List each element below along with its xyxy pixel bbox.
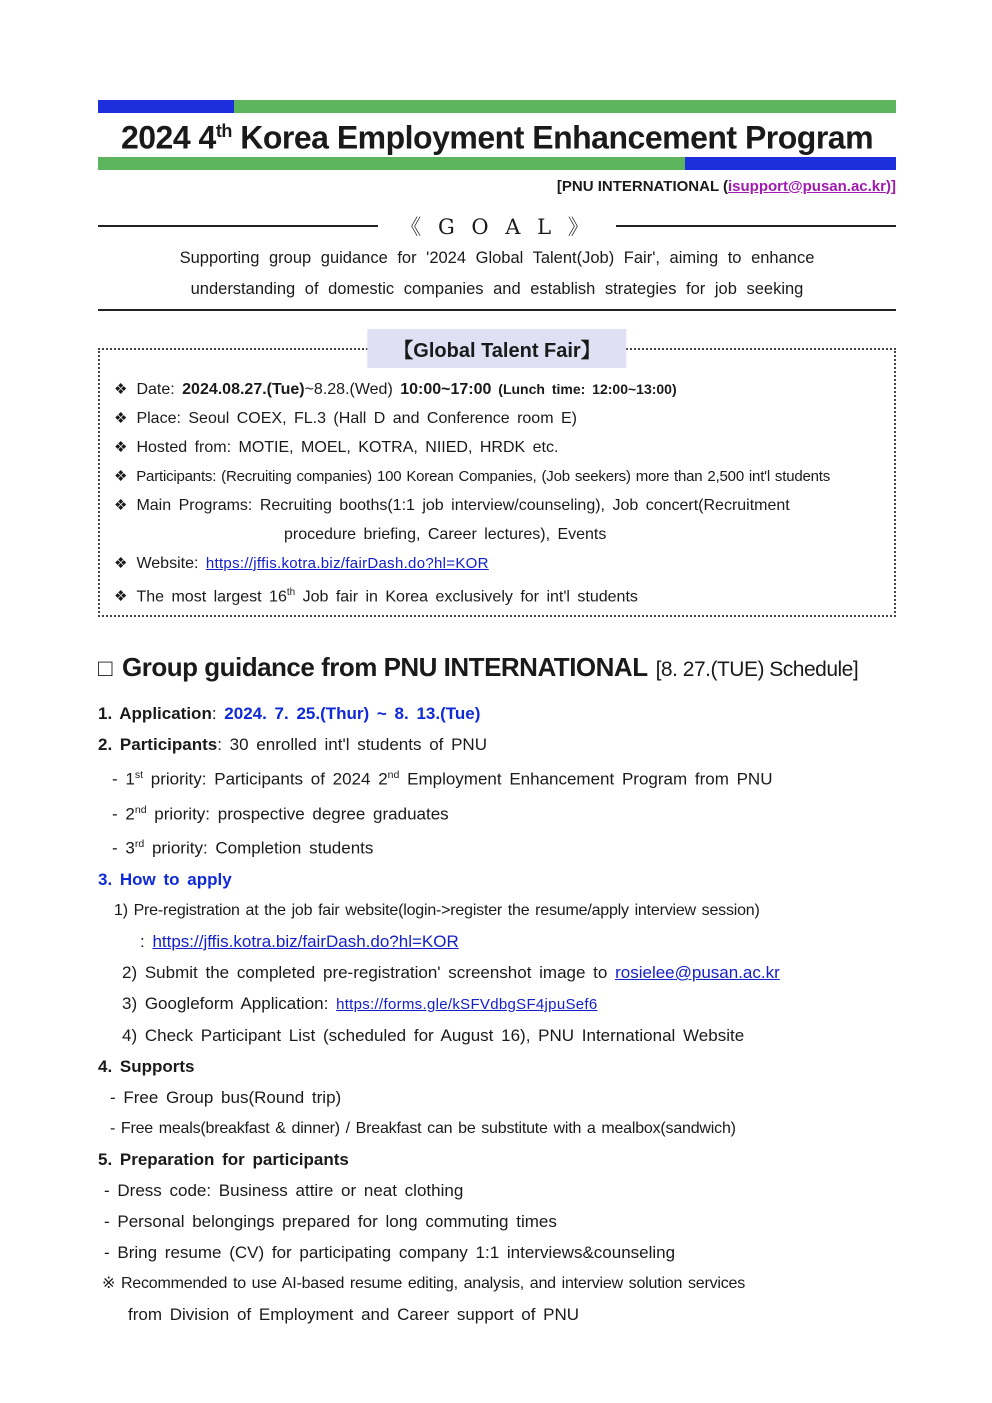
org-prefix: [PNU INTERNATIONAL (: [556, 177, 728, 195]
header-bar-bottom-blue: [685, 157, 896, 170]
header-bar-top: [98, 100, 896, 113]
fair-programs-line2: [114, 520, 882, 549]
fair-place-text: Place: Seoul COEX, FL.3 (Hall D and Conference room E): [136, 409, 577, 427]
priority-2-pre: - 2: [112, 804, 135, 824]
checkbox-icon: □: [98, 654, 112, 682]
fair-lunch-time: (Lunch time: 12:00~13:00): [491, 380, 677, 397]
apply-step-1-text: 1) Pre-registration at the job fair website(login->register the resume/apply interview session): [114, 901, 760, 919]
participants-item: [98, 729, 896, 760]
priority-3-mid: priority: Completion students: [144, 838, 374, 858]
org-line: [98, 175, 896, 199]
fair-website-line: [114, 549, 882, 578]
prep-dress-text: - Dress code: Business attire or neat clothing: [104, 1180, 464, 1200]
goal-rule-left: [98, 225, 378, 227]
priority-item: [98, 795, 896, 830]
fair-last-pre: The most largest 16: [136, 587, 287, 605]
apply-step-1-colon: :: [140, 931, 153, 951]
diamond-bullet-icon: ❖: [114, 409, 128, 427]
preparation-subitem: [98, 1206, 896, 1237]
email-link-isupport[interactable]: isupport@pusan.ac.kr: [728, 177, 886, 195]
fair-last-line: [114, 578, 882, 611]
fair-participants-text: Participants: (Recruiting companies) 100 Korean Companies, (Job seekers) more than 2,500 int'l students: [136, 467, 831, 485]
goal-text-line1: Supporting group guidance for '2024 Global Talent(Job) Fair', aiming to enhance: [179, 248, 815, 267]
diamond-bullet-icon: ❖: [114, 380, 128, 398]
fair-date-value1: 2024.08.27.(Tue): [182, 380, 305, 398]
fair-programs-line1: [114, 491, 882, 520]
header-bar-top-green: [234, 100, 896, 113]
fair-place-line: [114, 404, 882, 433]
priority-item: [98, 829, 896, 864]
header-bar-bottom: [98, 157, 896, 170]
page-title-pre: 2024 4: [120, 119, 216, 156]
page-title-ordinal: th: [215, 121, 232, 141]
application-label: 1. Application: [98, 703, 212, 723]
fair-date-mid: ~8.28.(Wed): [304, 380, 401, 398]
diamond-bullet-icon: ❖: [114, 554, 128, 572]
jobfair-website-link[interactable]: https://jffis.kotra.biz/fairDash.do?hl=KOR: [205, 554, 489, 572]
apply-step-4: [98, 1020, 896, 1051]
priority-2-sup: nd: [134, 803, 147, 816]
header-bar-bottom-green: [98, 157, 685, 170]
note-line1: [98, 1268, 896, 1299]
note-line2-text: from Division of Employment and Career support of PNU: [128, 1304, 580, 1324]
prep-belongings-text: - Personal belongings prepared for long commuting times: [104, 1211, 557, 1231]
note-line2: [98, 1299, 896, 1330]
fair-box: [98, 339, 896, 617]
how-to-apply-item: [98, 864, 896, 895]
participants-value: : 30 enrolled int'l students of PNU: [217, 734, 487, 754]
fair-last-ordinal: th: [286, 586, 296, 598]
diamond-bullet-icon: ❖: [114, 587, 128, 605]
supports-label: 4. Supports: [98, 1056, 195, 1076]
apply-step-1-url-line: [98, 926, 896, 957]
goal-heading: 《 G O A L 》: [400, 214, 594, 239]
org-suffix: )]: [886, 177, 896, 195]
fair-website-label: Website:: [136, 554, 206, 572]
priority-1-pre: - 1: [112, 769, 135, 789]
priority-1-mid: priority: Participants of 2024 2: [143, 769, 388, 789]
priority-1-sup: st: [134, 768, 144, 781]
fair-programs-text2: procedure briefing, Career lectures), Events: [284, 525, 607, 543]
apply-step-2-text: 2) Submit the completed pre-registration' screenshot image to: [122, 962, 616, 982]
section-heading: [98, 647, 896, 690]
document-page: [98, 100, 896, 1330]
supports-bus-text: - Free Group bus(Round trip): [110, 1087, 342, 1107]
googleform-link[interactable]: https://forms.gle/kSFVdbgSF4jpuSef6: [336, 995, 598, 1013]
apply-step-3: [98, 988, 896, 1020]
diamond-bullet-icon: ❖: [114, 438, 128, 456]
page-title: [98, 113, 896, 157]
application-item: [98, 698, 896, 729]
goal-rule-right: [616, 225, 896, 227]
supports-subitem: [98, 1113, 896, 1144]
apply-step-1: [98, 895, 896, 926]
fair-participants-line: [114, 462, 882, 491]
apply-step-4-text: 4) Check Participant List (scheduled for August 16), PNU International Website: [122, 1025, 745, 1045]
section-heading-text: Group guidance from PNU INTERNATIONAL: [122, 651, 648, 682]
fair-date-line: [114, 375, 882, 404]
preregistration-link[interactable]: https://jffis.kotra.biz/fairDash.do?hl=KOR: [152, 931, 459, 951]
preparation-label: 5. Preparation for participants: [98, 1149, 349, 1169]
fair-box-title: 【Global Talent Fair】: [367, 329, 626, 368]
fair-programs-text1: Main Programs: Recruiting booths(1:1 job interview/counseling), Job concert(Recruitment: [136, 496, 790, 514]
apply-step-2: [98, 957, 896, 988]
header-bar-top-blue: [98, 100, 234, 113]
goal-text-line2: understanding of domestic companies and establish strategies for job seeking: [190, 279, 804, 298]
fair-hosted-text: Hosted from: MOTIE, MOEL, KOTRA, NIIED, HRDK etc.: [136, 438, 559, 456]
how-to-apply-label: 3. How to apply: [98, 869, 232, 889]
page-title-post: Korea Employment Enhancement Program: [231, 119, 874, 156]
fair-date-label: Date:: [136, 380, 183, 398]
preparation-subitem: [98, 1175, 896, 1206]
priority-1-post: Employment Enhancement Program from PNU: [399, 769, 773, 789]
diamond-bullet-icon: ❖: [114, 467, 128, 485]
fair-date-time: 10:00~17:00: [400, 380, 492, 398]
supports-meals-text: - Free meals(breakfast & dinner) / Breakfast can be substitute with a mealbox(sandwich): [110, 1119, 736, 1137]
supports-subitem: [98, 1082, 896, 1113]
prep-resume-text: - Bring resume (CV) for participating company 1:1 interviews&counseling: [104, 1242, 676, 1262]
email-link-rosielee[interactable]: rosielee@pusan.ac.kr: [615, 962, 780, 982]
priority-item: [98, 760, 896, 795]
section-heading-suffix: [8. 27.(TUE) Schedule]: [655, 657, 859, 681]
fair-last-post: Job fair in Korea exclusively for int'l students: [295, 587, 638, 605]
preparation-subitem: [98, 1237, 896, 1268]
priority-3-pre: - 3: [112, 838, 135, 858]
diamond-bullet-icon: ❖: [114, 496, 128, 514]
goal-divider: [98, 309, 896, 311]
priority-1-sup2: nd: [387, 768, 400, 781]
priority-3-sup: rd: [134, 838, 145, 851]
schedule-list: [98, 698, 896, 1330]
goal-heading-row: [98, 211, 896, 241]
note-line1-text: ※ Recommended to use AI-based resume editing, analysis, and interview solution services: [102, 1274, 746, 1292]
preparation-item: [98, 1144, 896, 1175]
fair-hosted-line: [114, 433, 882, 462]
application-sep: :: [211, 703, 225, 723]
participants-label: 2. Participants: [98, 734, 218, 754]
supports-item: [98, 1051, 896, 1082]
apply-step-3-text: 3) Googleform Application:: [122, 993, 337, 1013]
application-dates: 2024. 7. 25.(Thur) ~ 8. 13.(Tue): [224, 703, 481, 723]
priority-2-mid: priority: prospective degree graduates: [146, 804, 449, 824]
